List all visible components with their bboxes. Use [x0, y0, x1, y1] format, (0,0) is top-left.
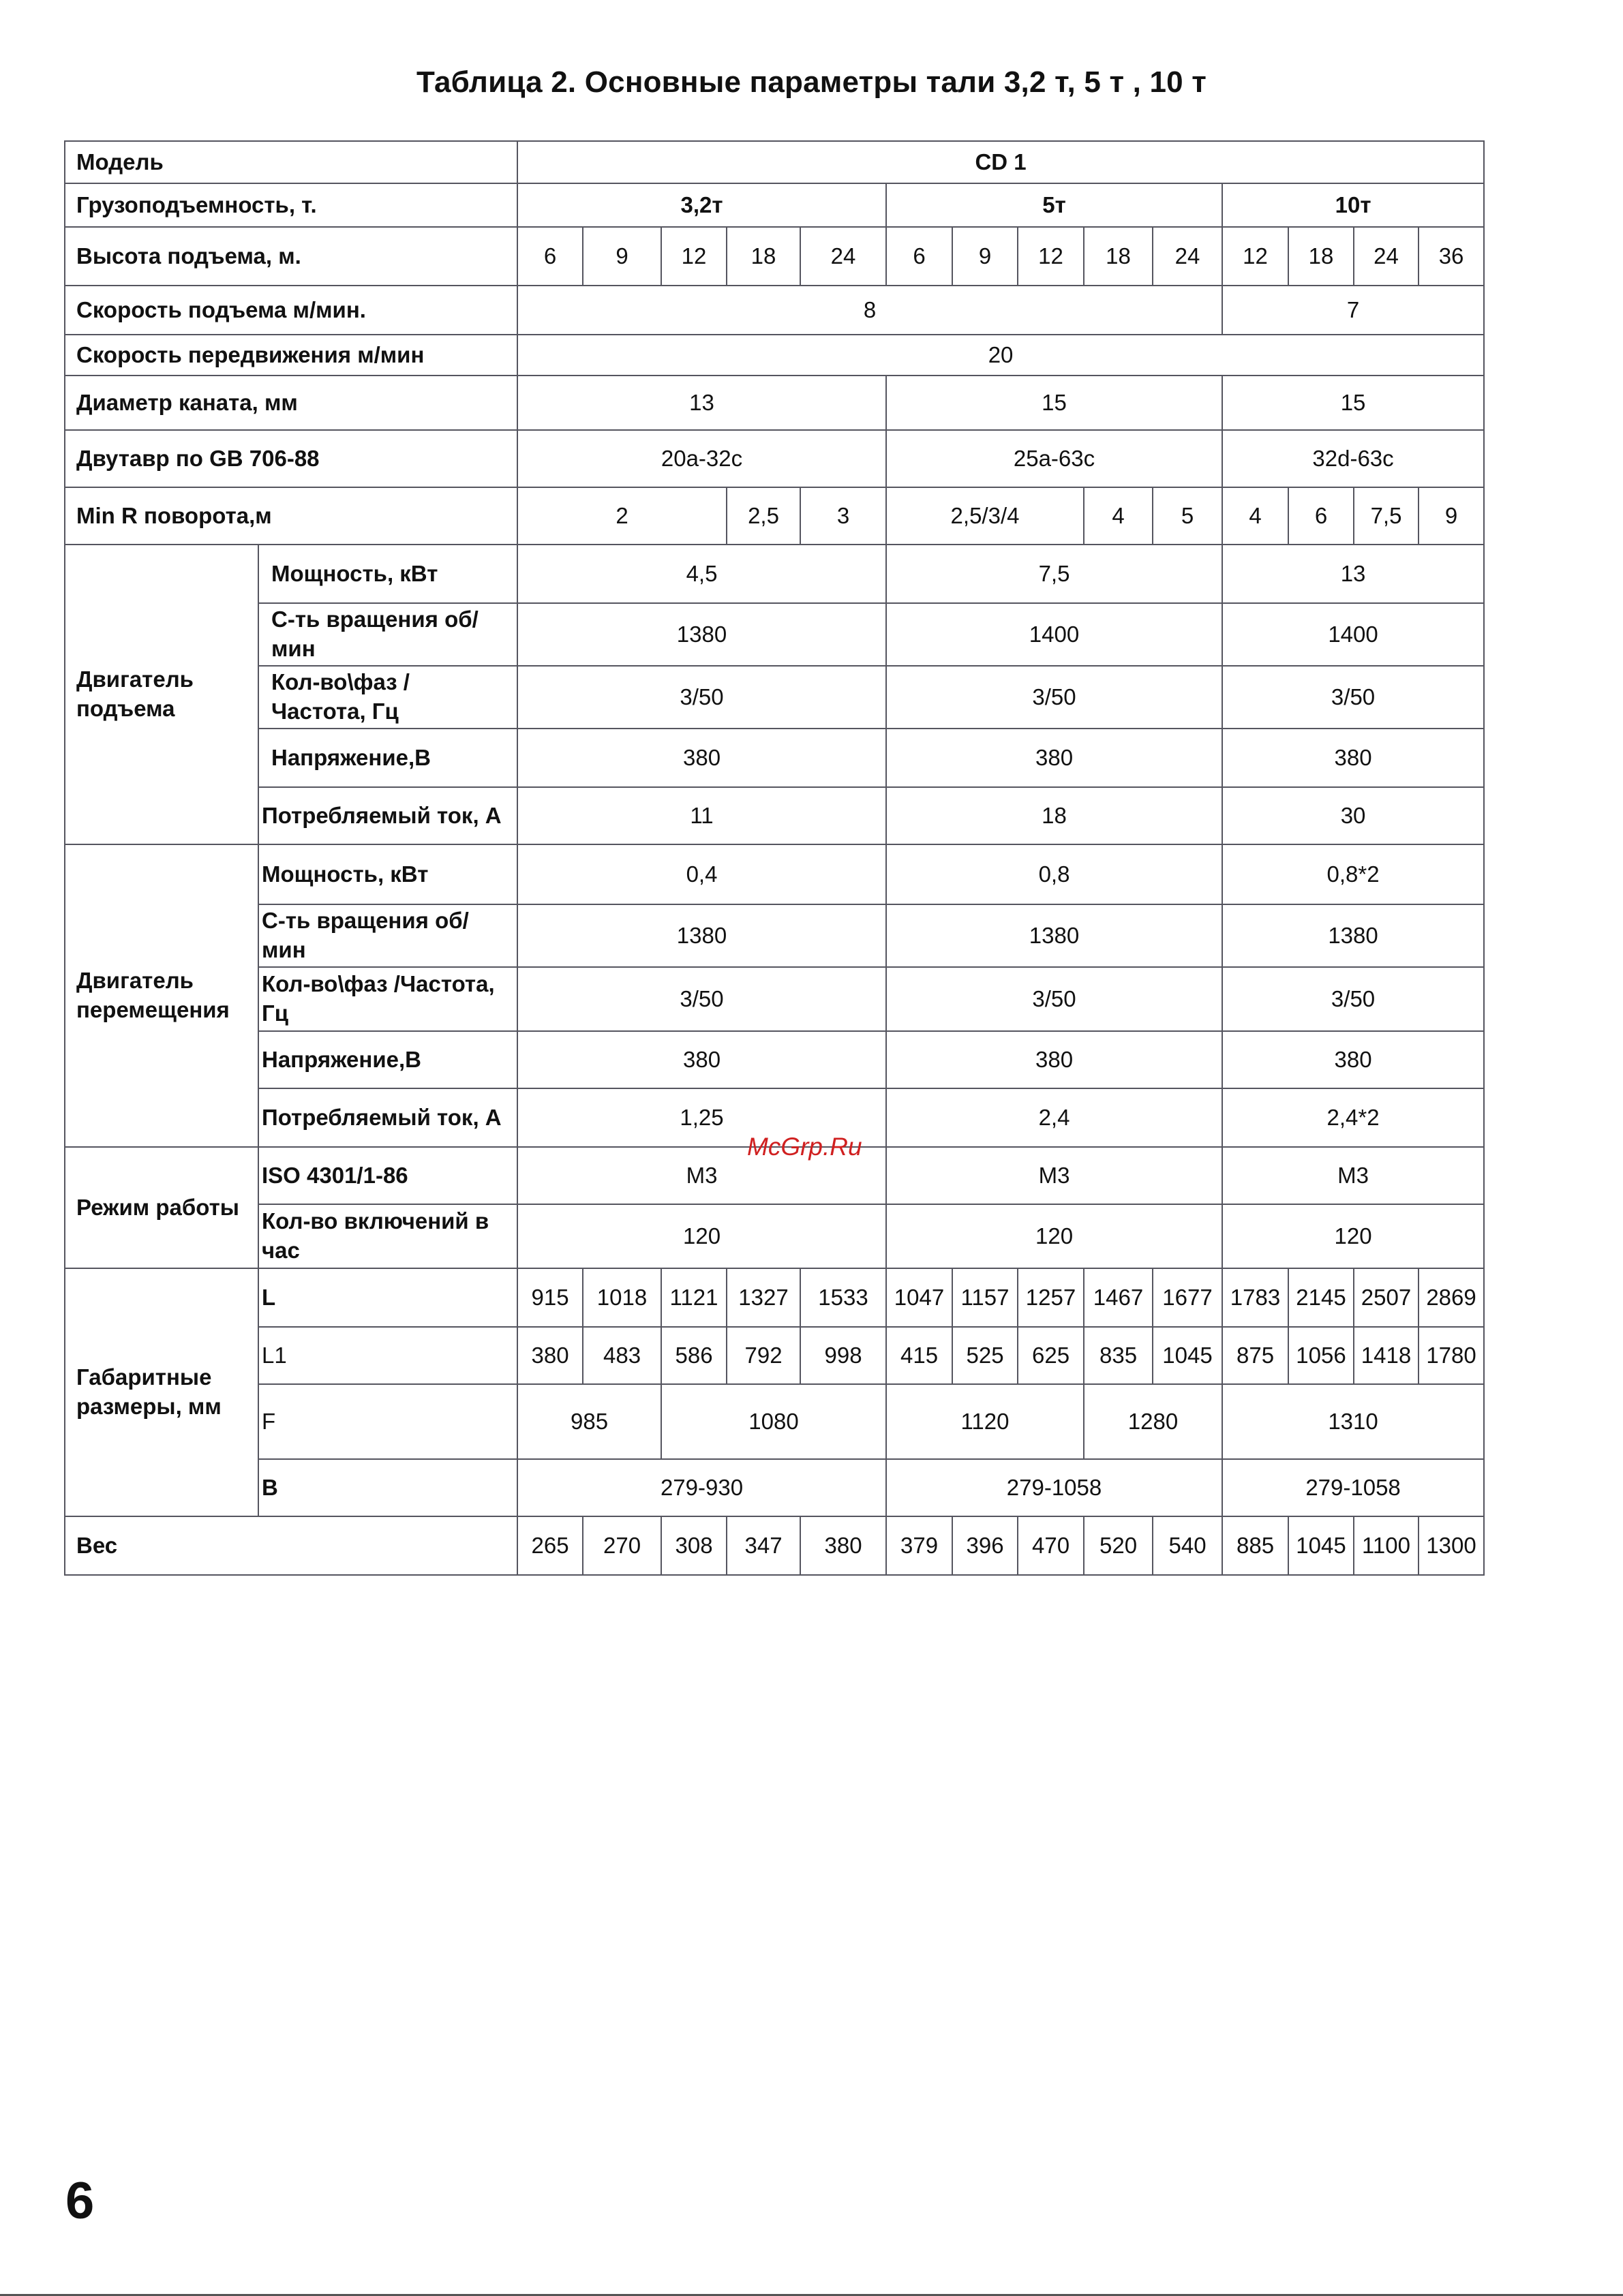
value-cell: M3: [886, 1147, 1222, 1204]
group-label-travel-motor: Двигатель перемещения: [65, 844, 258, 1147]
dim-F-cell: 985: [517, 1384, 661, 1459]
dim-L-cell: 1533: [800, 1268, 886, 1327]
table-row: [65, 430, 1484, 487]
row-label-lift-height: Высота подъема, м.: [65, 227, 517, 286]
group-label-dimensions: Габаритные размеры, мм: [65, 1268, 258, 1516]
value-cell: 120: [886, 1204, 1222, 1268]
dim-L-cell: 1467: [1084, 1268, 1153, 1327]
dim-L-cell: 1157: [952, 1268, 1018, 1327]
rope-diameter-cell: 13: [517, 376, 886, 430]
capacity-cell: 10т: [1222, 183, 1484, 227]
table-row: [65, 666, 1484, 729]
lift-height-cell: 6: [517, 227, 583, 286]
table-row: [65, 1031, 1484, 1088]
weight-cell: 379: [886, 1516, 952, 1575]
weight-cell: 347: [727, 1516, 800, 1575]
table-row: [65, 1327, 1484, 1384]
value-cell: 18: [886, 787, 1222, 844]
value-cell: 380: [1222, 729, 1484, 787]
value-cell: 3/50: [517, 967, 886, 1031]
sub-label: L1: [258, 1327, 517, 1384]
capacity-cell: 5т: [886, 183, 1222, 227]
sub-label: Потребляемый ток, А: [258, 1088, 517, 1147]
min-radius-cell: 5: [1153, 487, 1222, 545]
value-cell: 380: [517, 1031, 886, 1088]
dim-L1-cell: 998: [800, 1327, 886, 1384]
dim-L-cell: 1018: [583, 1268, 661, 1327]
value-cell: 1380: [517, 904, 886, 967]
value-cell: 3/50: [886, 967, 1222, 1031]
table-row: [65, 787, 1484, 844]
dim-F-cell: 1280: [1084, 1384, 1222, 1459]
dim-L1-cell: 415: [886, 1327, 952, 1384]
dim-L-cell: 2145: [1288, 1268, 1354, 1327]
sub-label: Мощность, кВт: [258, 545, 517, 603]
value-cell: 30: [1222, 787, 1484, 844]
table-row: [65, 1516, 1484, 1575]
min-radius-cell: 4: [1084, 487, 1153, 545]
lift-height-cell: 36: [1419, 227, 1484, 286]
rope-diameter-cell: 15: [1222, 376, 1484, 430]
min-radius-cell: 7,5: [1354, 487, 1419, 545]
row-label-min-radius: Min R поворота,м: [65, 487, 517, 545]
ibeam-cell: 32d-63c: [1222, 430, 1484, 487]
dim-L1-cell: 1056: [1288, 1327, 1354, 1384]
lift-height-cell: 18: [1084, 227, 1153, 286]
value-cell: 1,25: [517, 1088, 886, 1147]
min-radius-cell: 6: [1288, 487, 1354, 545]
lift-height-cell: 6: [886, 227, 952, 286]
weight-cell: 308: [661, 1516, 727, 1575]
table-row: [65, 183, 1484, 227]
dim-B-cell: 279-1058: [1222, 1459, 1484, 1516]
lift-height-cell: 24: [1153, 227, 1222, 286]
sub-label: F: [258, 1384, 517, 1459]
sub-label: B: [258, 1459, 517, 1516]
dim-L-cell: 1047: [886, 1268, 952, 1327]
value-cell: 11: [517, 787, 886, 844]
dim-B-cell: 279-930: [517, 1459, 886, 1516]
dim-F-cell: 1310: [1222, 1384, 1484, 1459]
weight-cell: 270: [583, 1516, 661, 1575]
sub-label: Напряжение,В: [258, 1031, 517, 1088]
dim-F-cell: 1080: [661, 1384, 886, 1459]
lift-height-cell: 18: [1288, 227, 1354, 286]
dim-L-cell: 1677: [1153, 1268, 1222, 1327]
lift-speed-cell: 7: [1222, 286, 1484, 335]
sub-label: С-ть вращения об/мин: [258, 603, 517, 666]
value-cell: 3/50: [1222, 666, 1484, 729]
dim-L1-cell: 1045: [1153, 1327, 1222, 1384]
table-row: [65, 729, 1484, 787]
dim-L1-cell: 1780: [1419, 1327, 1484, 1384]
value-cell: 0,8*2: [1222, 844, 1484, 904]
lift-height-cell: 12: [1018, 227, 1084, 286]
dim-L1-cell: 625: [1018, 1327, 1084, 1384]
value-cell: 1380: [886, 904, 1222, 967]
weight-cell: 520: [1084, 1516, 1153, 1575]
min-radius-cell: 3: [800, 487, 886, 545]
model-value: CD 1: [517, 141, 1484, 183]
sub-label: С-ть вращения об/мин: [258, 904, 517, 967]
min-radius-cell: 2: [517, 487, 727, 545]
value-cell: 3/50: [1222, 967, 1484, 1031]
row-label-capacity: Грузоподъемность, т.: [65, 183, 517, 227]
dim-L-cell: 1121: [661, 1268, 727, 1327]
value-cell: 3/50: [886, 666, 1222, 729]
dim-F-cell: 1120: [886, 1384, 1084, 1459]
ibeam-cell: 25a-63c: [886, 430, 1222, 487]
value-cell: 120: [517, 1204, 886, 1268]
weight-cell: 380: [800, 1516, 886, 1575]
dim-L1-cell: 525: [952, 1327, 1018, 1384]
sub-label: Потребляемый ток, А: [258, 787, 517, 844]
rope-diameter-cell: 15: [886, 376, 1222, 430]
table-row: [65, 376, 1484, 430]
value-cell: 1400: [1222, 603, 1484, 666]
value-cell: 0,4: [517, 844, 886, 904]
value-cell: 0,8: [886, 844, 1222, 904]
row-label-travel-speed: Скорость передвижения м/мин: [65, 335, 517, 376]
value-cell: 380: [886, 1031, 1222, 1088]
weight-cell: 1100: [1354, 1516, 1419, 1575]
value-cell: M3: [517, 1147, 886, 1204]
sub-label: L: [258, 1268, 517, 1327]
lift-height-cell: 12: [661, 227, 727, 286]
lift-height-cell: 9: [952, 227, 1018, 286]
weight-cell: 540: [1153, 1516, 1222, 1575]
table-row: [65, 1459, 1484, 1516]
table-row: [65, 141, 1484, 183]
dim-L-cell: 1783: [1222, 1268, 1288, 1327]
min-radius-cell: 9: [1419, 487, 1484, 545]
page-number: 6: [65, 2172, 95, 2230]
value-cell: 380: [1222, 1031, 1484, 1088]
table-row: [65, 286, 1484, 335]
value-cell: 380: [517, 729, 886, 787]
parameters-table: [64, 140, 1485, 1576]
value-cell: 1380: [1222, 904, 1484, 967]
table-row: [65, 844, 1484, 904]
value-cell: 120: [1222, 1204, 1484, 1268]
value-cell: M3: [1222, 1147, 1484, 1204]
dim-L1-cell: 380: [517, 1327, 583, 1384]
group-label-duty: Режим работы: [65, 1147, 258, 1268]
value-cell: 2,4*2: [1222, 1088, 1484, 1147]
min-radius-cell: 2,5/3/4: [886, 487, 1084, 545]
lift-height-cell: 12: [1222, 227, 1288, 286]
lift-height-cell: 24: [1354, 227, 1419, 286]
dim-L1-cell: 586: [661, 1327, 727, 1384]
document-title: Таблица 2. Основные параметры тали 3,2 т, 5 т , 10 т: [416, 65, 1207, 99]
table-row: [65, 904, 1484, 967]
weight-cell: 265: [517, 1516, 583, 1575]
weight-cell: 1300: [1419, 1516, 1484, 1575]
value-cell: 7,5: [886, 545, 1222, 603]
table-row: [65, 545, 1484, 603]
table-row: [65, 227, 1484, 286]
sub-label: Напряжение,В: [258, 729, 517, 787]
weight-cell: 396: [952, 1516, 1018, 1575]
weight-cell: 470: [1018, 1516, 1084, 1575]
row-label-rope-diameter: Диаметр каната, мм: [65, 376, 517, 430]
min-radius-cell: 2,5: [727, 487, 800, 545]
dim-L-cell: 1327: [727, 1268, 800, 1327]
dim-L-cell: 2507: [1354, 1268, 1419, 1327]
sub-label: Кол-во включений в час: [258, 1204, 517, 1268]
sub-label: ISO 4301/1-86: [258, 1147, 517, 1204]
ibeam-cell: 20a-32c: [517, 430, 886, 487]
lift-height-cell: 18: [727, 227, 800, 286]
value-cell: 1400: [886, 603, 1222, 666]
dim-L-cell: 915: [517, 1268, 583, 1327]
sub-label: Кол-во\фаз / Частота, Гц: [258, 666, 517, 729]
value-cell: 1380: [517, 603, 886, 666]
weight-cell: 1045: [1288, 1516, 1354, 1575]
lift-height-cell: 9: [583, 227, 661, 286]
lift-speed-cell: 8: [517, 286, 1222, 335]
table-row: [65, 335, 1484, 376]
table-row: [65, 603, 1484, 666]
capacity-cell: 3,2т: [517, 183, 886, 227]
row-label-weight: Вес: [65, 1516, 517, 1575]
dim-L1-cell: 1418: [1354, 1327, 1419, 1384]
weight-cell: 885: [1222, 1516, 1288, 1575]
table-row: [65, 967, 1484, 1031]
table-row: [65, 487, 1484, 545]
table-row: [65, 1204, 1484, 1268]
value-cell: 13: [1222, 545, 1484, 603]
dim-L1-cell: 835: [1084, 1327, 1153, 1384]
row-label-lift-speed: Скорость подъема м/мин.: [65, 286, 517, 335]
sub-label: Кол-во\фаз /Частота, Гц: [258, 967, 517, 1031]
sub-label: Мощность, кВт: [258, 844, 517, 904]
min-radius-cell: 4: [1222, 487, 1288, 545]
dim-L-cell: 1257: [1018, 1268, 1084, 1327]
dim-B-cell: 279-1058: [886, 1459, 1222, 1516]
row-label-ibeam: Двутавр по GB 706-88: [65, 430, 517, 487]
travel-speed-cell: 20: [517, 335, 1484, 376]
value-cell: 380: [886, 729, 1222, 787]
table-row: [65, 1384, 1484, 1459]
table-row: [65, 1268, 1484, 1327]
dim-L1-cell: 875: [1222, 1327, 1288, 1384]
value-cell: 4,5: [517, 545, 886, 603]
dim-L1-cell: 792: [727, 1327, 800, 1384]
value-cell: 3/50: [517, 666, 886, 729]
row-label-model: Модель: [65, 141, 517, 183]
dim-L1-cell: 483: [583, 1327, 661, 1384]
group-label-lift-motor: Двигатель подъема: [65, 545, 258, 844]
lift-height-cell: 24: [800, 227, 886, 286]
watermark-text: McGrp.Ru: [747, 1133, 862, 1161]
value-cell: 2,4: [886, 1088, 1222, 1147]
dim-L-cell: 2869: [1419, 1268, 1484, 1327]
